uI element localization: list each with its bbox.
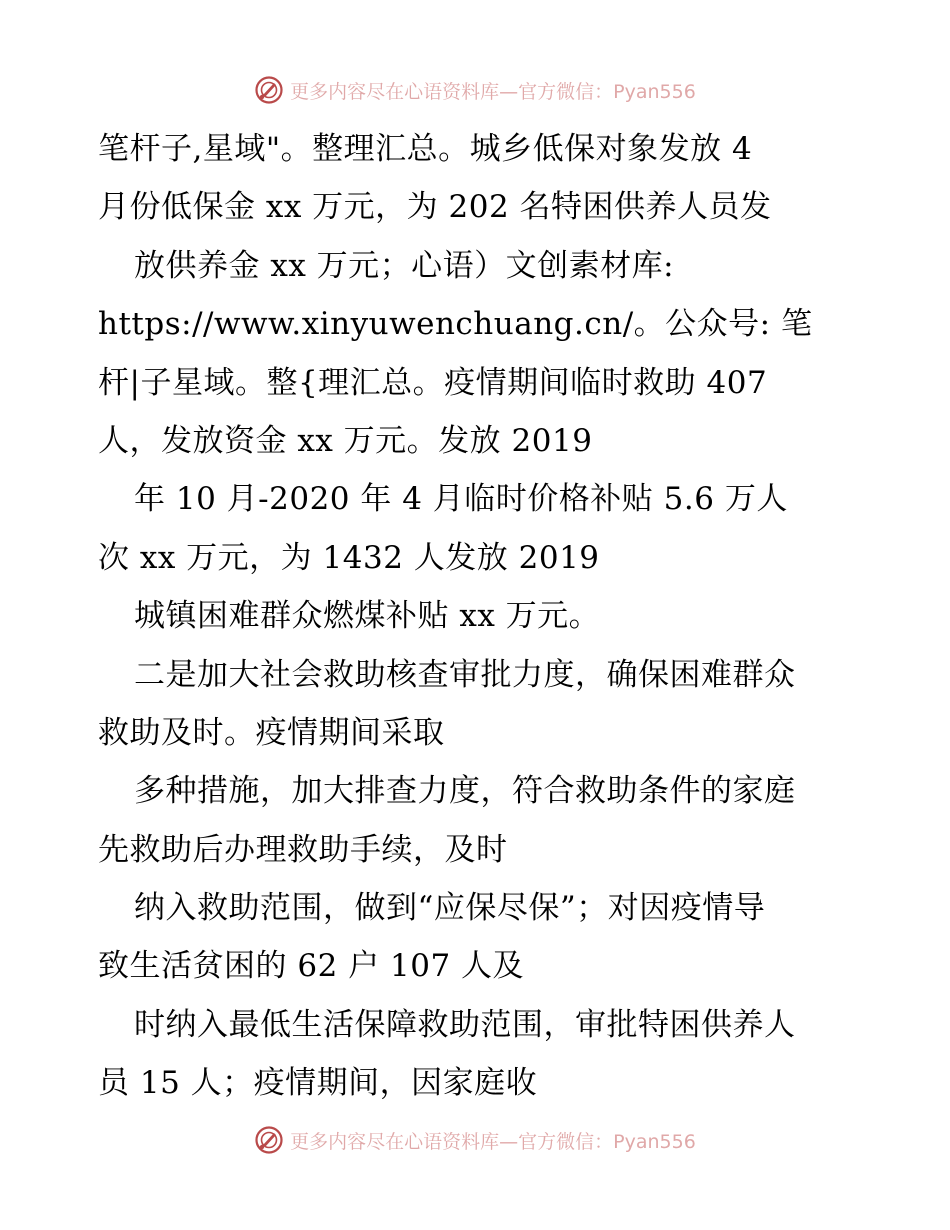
text-line: 员 15 人；疫情期间，因家庭收 xyxy=(98,1065,538,1102)
text-line: 次 xx 万元，为 1432 人发放 2019 xyxy=(98,539,600,576)
text-line: 人，发放资金 xx 万元。发放 2019 xyxy=(98,422,593,459)
header-watermark xyxy=(0,70,950,110)
watermark-text: 更多内容尽在心语资料库—官方微信：Pyan556 xyxy=(290,80,696,103)
text-line: https://www.xinyuwenchuang.cn/。公众号: 笔 xyxy=(98,306,813,343)
text-line: 放供养金 xx 万元；心语）文创素材库: xyxy=(134,247,675,284)
text-line: 先救助后办理救助手续，及时 xyxy=(98,831,508,868)
watermark-text: 更多内容尽在心语资料库—官方微信：Pyan556 xyxy=(290,1130,696,1153)
text-line: 月份低保金 xx 万元，为 202 名特困供养人员发 xyxy=(98,189,772,226)
text-line: 二是加大社会救助核查审批力度，确保困难群众 xyxy=(134,656,796,693)
text-line: 纳入救助范围，做到“应保尽保”；对因疫情导 xyxy=(134,890,766,927)
text-line: 城镇困难群众燃煤补贴 xx 万元。 xyxy=(134,598,601,635)
text-line: 笔杆子,星域"。整理汇总。城乡低保对象发放 4 xyxy=(98,131,753,167)
text-line: 多种措施，加大排查力度，符合救助条件的家庭 xyxy=(134,773,796,810)
circular-seal-logo-icon xyxy=(254,1125,284,1155)
circular-seal-logo-icon xyxy=(254,75,284,105)
footer-watermark xyxy=(0,1120,950,1160)
text-line: 年 10 月-2020 年 4 月临时价格补贴 5.6 万人 xyxy=(134,481,788,518)
text-line: 时纳入最低生活保障救助范围，审批特困供养人 xyxy=(134,1006,796,1043)
text-line: 致生活贫困的 62 户 107 人及 xyxy=(98,948,525,985)
text-line: 救助及时。疫情期间采取 xyxy=(98,714,445,751)
document-body xyxy=(98,120,878,1113)
text-line: 杆|子星域。整{理汇总。疫情期间临时救助 407 xyxy=(98,364,768,401)
